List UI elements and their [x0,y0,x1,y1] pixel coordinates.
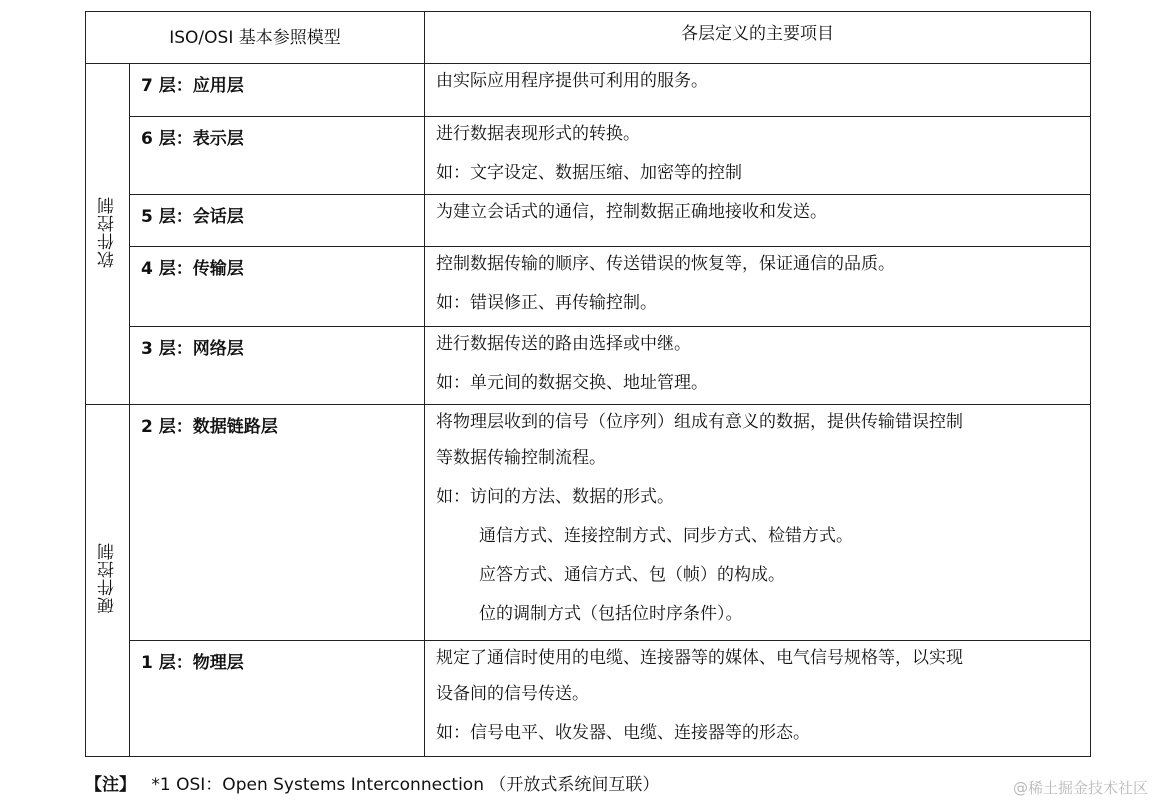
def-line: 为建立会话式的通信，控制数据正确地接收和发送。 [436,202,828,222]
layer-title: 物理层 [192,653,244,673]
layer-number: 1 [141,653,153,673]
group-software-cell [86,64,130,405]
def-line: 如：单元间的数据交换、地址管理。 [436,373,709,393]
layer-1-name [130,641,424,673]
def-cell [425,405,1091,641]
layer-cell [130,405,425,641]
table-row [86,64,1091,117]
layer-number: 6 [141,129,153,149]
layer-title: 表示层 [192,129,244,149]
layer-title: 数据链路层 [192,417,278,437]
layer-unit: 层： [158,129,193,149]
table-row [86,405,1091,641]
group-hardware-cell [86,405,130,757]
layer-3-name [130,327,424,359]
footnote-text: *1 OSI：Open Systems Interconnection （开放式系统间互联） [151,775,660,795]
layer-title: 网络层 [192,339,244,359]
layer-2-name [130,405,424,437]
table-row [86,195,1091,247]
layer-7-name [130,64,424,96]
watermark: @稀土掘金技术社区 [1012,779,1148,797]
layer-cell [130,117,425,195]
layer-number: 7 [141,76,153,96]
osi-model-table [85,11,1091,757]
layer-cell [130,247,425,327]
group-software-label: 软件控制 [98,195,118,268]
def-line: 由实际应用程序提供可利用的服务。 [436,71,709,91]
footnote-tag: 【注】 [85,775,136,795]
footnote [85,770,659,795]
layer-number: 3 [141,339,153,359]
layer-cell [130,641,425,757]
layer-number: 4 [141,259,153,279]
layer-5-name [130,195,424,227]
def-line: 位的调制方式（包括位时序条件）。 [479,604,743,624]
def-line: 等数据传输控制流程。 [436,448,607,468]
def-line: 如：文字设定、数据压缩、加密等的控制 [436,163,743,183]
table-row [86,247,1091,327]
def-line: 规定了通信时使用的电缆、连接器等的媒体、电气信号规格等，以实现 [436,648,964,668]
def-cell [425,195,1091,247]
def-line: 控制数据传输的顺序、传送错误的恢复等，保证通信的品质。 [436,254,896,274]
layer-unit: 层： [158,653,193,673]
header-def: 各层定义的主要项目 [681,24,835,44]
layer-title: 应用层 [192,76,244,96]
header-model: ISO/OSI 基本参照模型 [169,28,341,48]
layer-title: 会话层 [192,207,244,227]
def-line: 进行数据表现形式的转换。 [436,124,641,144]
table-row [86,641,1091,757]
table-row [86,117,1091,195]
def-cell [425,641,1091,757]
layer-unit: 层： [158,76,193,96]
layer-unit: 层： [158,207,193,227]
layer-4-name [130,247,424,279]
layer-number: 2 [141,417,153,437]
def-line: 如：访问的方法、数据的形式。 [436,487,675,507]
def-line: 将物理层收到的信号（位序列）组成有意义的数据，提供传输错误控制 [436,412,964,432]
layer-cell [130,195,425,247]
def-cell [425,64,1091,117]
def-line: 如：错误修正、再传输控制。 [436,293,658,313]
header-model-cell [86,12,425,64]
def-cell [425,117,1091,195]
layer-title: 传输层 [192,259,244,279]
def-line: 应答方式、通信方式、包（帧）的构成。 [479,565,786,585]
def-line: 进行数据传送的路由选择或中继。 [436,334,692,354]
layer-unit: 层： [158,417,193,437]
header-def-cell [425,12,1091,64]
def-line: 设备间的信号传送。 [436,684,590,704]
layer-unit: 层： [158,339,193,359]
def-cell [425,327,1091,405]
layer-number: 5 [141,207,153,227]
layer-cell [130,327,425,405]
table-row [86,327,1091,405]
def-line: 如：信号电平、收发器、电缆、连接器等的形态。 [436,723,811,743]
layer-6-name [130,117,424,149]
def-cell [425,247,1091,327]
layer-cell [130,64,425,117]
def-line: 通信方式、连接控制方式、同步方式、检错方式。 [479,526,854,546]
layer-unit: 层： [158,259,193,279]
group-hardware-label: 硬件控制 [98,542,118,614]
table-header-row [86,12,1091,64]
